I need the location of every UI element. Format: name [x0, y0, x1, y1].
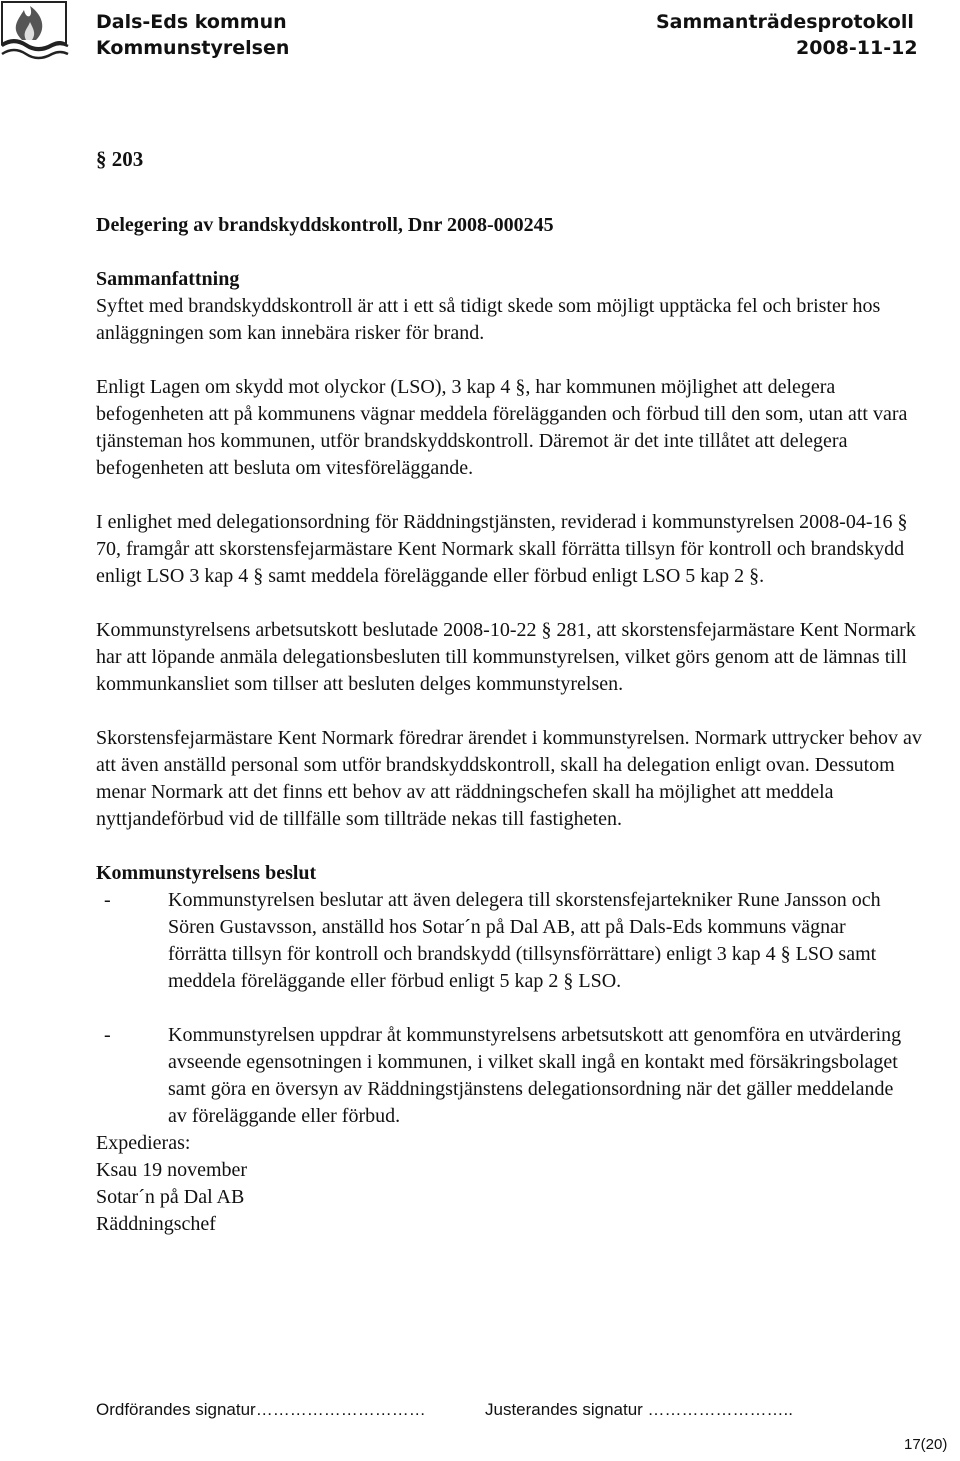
chair-signature-line: Ordförandes signatur…………………………	[96, 1400, 426, 1419]
municipality-logo	[0, 0, 72, 64]
header-date: 2008-11-12	[796, 37, 918, 59]
header-doc-type: Sammanträdesprotokoll	[656, 11, 914, 33]
body-paragraph: Kommunstyrelsens arbetsutskott beslutade 2008-10-22 § 281, att skorstensfejarmästare Kent Normark har att löpande anmäla delegationsbesluten till kommunstyrelsen, vilket görs genom att de lämnas till kommunkansliet som tillser att besluten delges kommunstyrelsen.	[96, 619, 916, 695]
list-dash: -	[104, 889, 111, 911]
list-dash: -	[104, 1024, 111, 1046]
dispatch-label: Expedieras:	[96, 1132, 191, 1154]
decision-text: Kommunstyrelsen beslutar att även delegera till skorstensfejartekniker Rune Jansson och Sören Gustavsson, anställd hos Sotar´n på Dal AB, att på Dals-Eds kommuns vägnar förrätta tillsyn för kontroll och brandskydd (tillsynsförrättare) enligt 3 kap 4 § LSO samt meddela föreläggande eller förbud enligt 5 kap 2 § LSO.	[168, 889, 881, 992]
body-paragraph: Enligt Lagen om skydd mot olyckor (LSO), 3 kap 4 §, har kommunen möjlighet att delegera befogenheten att på kommunens vägnar meddela förelägganden och förbud till den som, utan att vara tjänsteman hos kommunen, utför brandskyddskontroll. Däremot är det inte tillåtet att delegera befogenheten att besluta om vitesföreläggande.	[96, 376, 908, 479]
paragraph-number: § 203	[96, 147, 144, 171]
protocol-content	[96, 146, 926, 1238]
adjuster-signature-line: Justerandes signatur ……………………..	[485, 1400, 793, 1419]
decision-item	[96, 887, 926, 995]
body-paragraph: I enlighet med delegationsordning för Räddningstjänsten, reviderad i kommunstyrelsen 2008-04-16 § 70, framgår att skorstensfejarmästare Kent Normark skall förrätta tillsyn för kontroll och brandskydd enligt LSO 3 kap 4 § samt meddela föreläggande eller förbud enligt LSO 5 kap 2 §.	[96, 511, 908, 587]
summary-text: Syftet med brandskyddskontroll är att i ett så tidigt skede som möjligt upptäcka fel och brister hos anläggningen som kan innebära risker för brand.	[96, 295, 881, 344]
decision-heading: Kommunstyrelsens beslut	[96, 862, 317, 884]
decision-item	[96, 1022, 926, 1130]
dispatch-recipient: Räddningschef	[96, 1213, 216, 1235]
body-paragraph: Skorstensfejarmästare Kent Normark föredrar ärendet i kommunstyrelsen. Normark uttrycker behov av att även anställd personal som utför brandskyddskontroll, skall ha delegation enligt ovan. Dessutom menar Normark att det finns ett behov av att räddningschefen skall ha möjlighet att meddela nyttjandeförbud vid de tillfälle som tillträde nekas till fastigheten.	[96, 727, 922, 830]
dispatch-recipient: Ksau 19 november	[96, 1159, 248, 1181]
decision-text: Kommunstyrelsen uppdrar åt kommunstyrelsens arbetsutskott att genomföra en utvärdering avseende egensotningen i kommunen, i vilket skall ingå en kontakt med försäkringsbolaget samt göra en översyn av Räddningstjänstens delegationsordning när det gäller meddelande av föreläggande eller förbud.	[168, 1024, 902, 1127]
header-org: Dals-Eds kommun	[96, 11, 287, 33]
dispatch-recipient: Sotar´n på Dal AB	[96, 1186, 245, 1208]
header-body: Kommunstyrelsen	[96, 37, 290, 59]
agenda-title: Delegering av brandskyddskontroll, Dnr 2008-000245	[96, 214, 554, 236]
summary-heading: Sammanfattning	[96, 268, 240, 290]
page-number: 17(20)	[904, 1436, 948, 1453]
